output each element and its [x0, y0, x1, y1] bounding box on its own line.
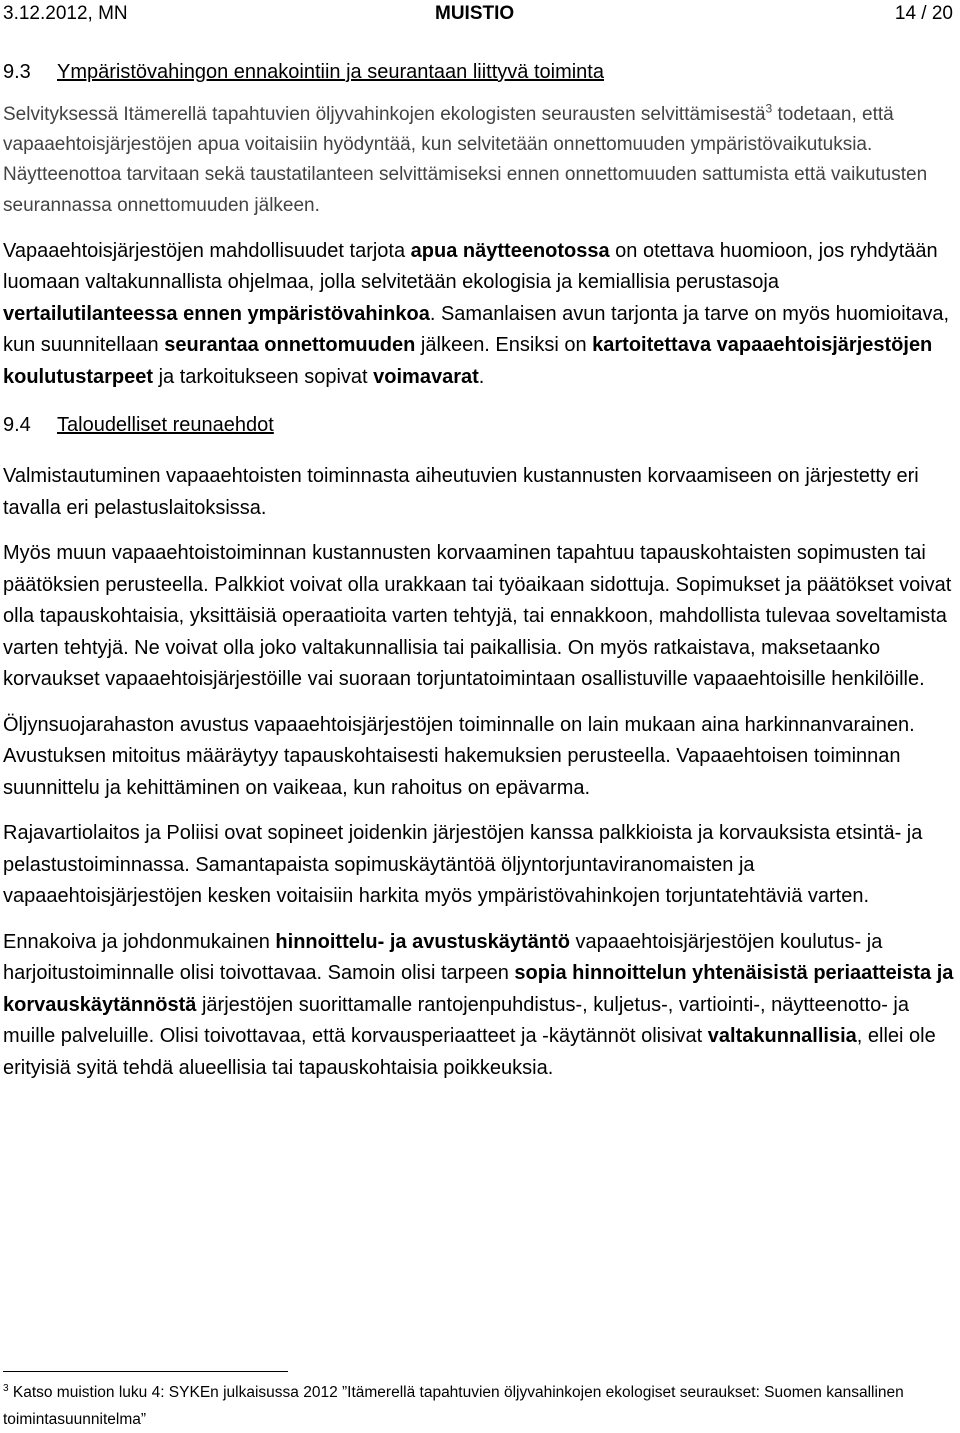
text-run: ja tarkoitukseen sopivat — [153, 365, 374, 388]
text-run: Vapaaehtoisjärjestöjen mahdollisuudet tarjota — [3, 239, 411, 262]
paragraph-9-4-5 — [3, 927, 956, 1085]
paragraph-9-4-2: Myös muun vapaaehtoistoiminnan kustannusten korvaaminen tapahtuu tapauskohtaisten sopimusten tai päätöksien perusteella. Palkkiot voivat olla urakkaan tai työaikaan sidottuja. Sopimukset ja päätökset voivat olla tapauskohtaisia, yksittäisiä operaatioita varten tehtyjä, tai ennakkoon, mahdollista tulevaa soveltamista varten tehtyjä. Ne voivat olla joko valtakunnallisia tai paikallisia. On myös ratkaistava, maksetaanko korvaukset vapaaehtoisjärjestöille vai suoraan torjuntatoimintaan osallistuville vapaaehtoisille henkilöille. — [3, 542, 952, 691]
bold-run: kartoitettava vapaaehtoisjärjestöjen koulutustarpeet — [3, 334, 933, 388]
paragraph-9-4-1: Valmistautuminen vapaaehtoisten toiminnasta aiheutuvien kustannusten korvaamiseen on järjestetty eri tavalla eri pelastuslaitoksissa. — [3, 465, 919, 519]
section-number: 9.4 — [3, 414, 31, 437]
text-run: on otettava huomioon, jos ryhdytään luomaan valtakunnallista ohjelmaa, jolla selvitetään ekologisia ja kemiallisia perustasoja — [3, 239, 938, 294]
bold-run: seurantaa onnettomuuden — [164, 334, 416, 357]
footnote-divider — [3, 1371, 288, 1372]
text-run: jälkeen. Ensiksi on — [415, 334, 593, 357]
bold-run: sopia hinnoittelun yhtenäisistä periaatteista ja korvauskäytännöstä — [3, 962, 954, 1016]
paragraph-9-3-2 — [3, 236, 956, 394]
bold-run: apua näytteenotossa — [410, 239, 610, 262]
text-run: . — [478, 365, 485, 388]
text-run: , ellei ole erityisiä syitä tehdä alueellisia tai tapauskohtaisia poikkeuksia. — [3, 1025, 936, 1079]
bold-run: voimavarat — [373, 365, 479, 388]
text-run: Selvityksessä Itämerellä tapahtuvien öljyvahinkojen ekologisten seurausten selvittämisestä — [3, 104, 766, 125]
text-run: todetaan, että vapaaehtoisjärjestöjen apua voitaisiin hyödyntää, kun selvitetään onnettomuuden ympäristövaikutuksia. Näytteenottoa tarvitaan sekä taustatilanteen selvittämiseksi ennen onnettomuuden sattumista että vaikutusten seurannassa onnettomuuden jälkeen. — [3, 104, 928, 216]
section-heading-9-3 — [3, 58, 956, 86]
page-separator: / — [916, 3, 932, 24]
text-run: Ennakoiva ja johdonmukainen — [3, 930, 276, 953]
text-run: järjestöjen suorittamalle rantojenpuhdistus-, kuljetus-, vartiointi-, näytteenotto- ja muille palveluille. Olisi toivottavaa, että korvausperiaatteet ja -käytännöt olisivat — [3, 993, 909, 1048]
footnote-marker: 3 — [3, 1382, 9, 1394]
bold-run: valtakunnallisia — [707, 1025, 857, 1048]
section-number: 9.3 — [3, 61, 31, 83]
footnote-ref: 3 — [765, 101, 773, 116]
paragraph-9-4-3: Öljynsuojarahaston avustus vapaaehtoisjärjestöjen toiminnalle on lain mukaan aina harkinnanvarainen. Avustuksen mitoitus määräytyy tapauskohtaisesti hakemuksien perusteella. Vapaaehtoisen toiminnan suunnittelu ja kehittäminen on vaikeaa, kun rahoitus on epävarma. — [3, 713, 915, 799]
bold-run: vertailutilanteessa ennen ympäristövahinkoa — [3, 302, 430, 325]
page-total: 20 — [931, 3, 953, 24]
section-heading-9-4 — [3, 411, 956, 439]
document-body — [3, 58, 956, 1098]
text-run: vapaaehtoisjärjestöjen koulutus- ja harjoitustoiminnalle olisi toivottavaa. Samoin olisi tarpeen — [3, 930, 883, 985]
page-header — [3, 3, 953, 29]
text-run: . Samanlaisen avun tarjonta ja tarve on myös huomioitava, kun suunnitellaan — [3, 302, 949, 357]
header-title: MUISTIO — [435, 3, 515, 24]
footnote-text: Katso muistion luku 4: SYKEn julkaisussa 2012 ”Itämerellä tapahtuvien öljyvahinkojen ekologiset seuraukset: Suomen kansallinen toimintasuunnitelma” — [3, 1384, 904, 1428]
paragraph-9-3-1 — [3, 100, 956, 221]
header-page-number — [895, 3, 953, 25]
section-title: Taloudelliset reunaehdot — [57, 414, 274, 437]
page-current: 14 — [894, 3, 917, 24]
bold-run: hinnoittelu- ja avustuskäytäntö — [275, 930, 570, 953]
section-title: Ympäristövahingon ennakointiin ja seurantaan liittyvä toiminta — [57, 61, 604, 83]
header-date: 3.12.2012, MN — [3, 3, 128, 24]
footnote — [3, 1379, 943, 1433]
paragraph-9-4-4: Rajavartiolaitos ja Poliisi ovat sopineet joidenkin järjestöjen kanssa palkkioista ja korvauksista etsintä- ja pelastustoiminnassa. Samantapaista sopimuskäytäntöä öljyntorjuntaviranomaisten ja vapaaehtoisjärjestöjen kesken voitaisiin harkita myös ympäristövahinkojen torjuntatehtäviä varten. — [3, 822, 923, 908]
